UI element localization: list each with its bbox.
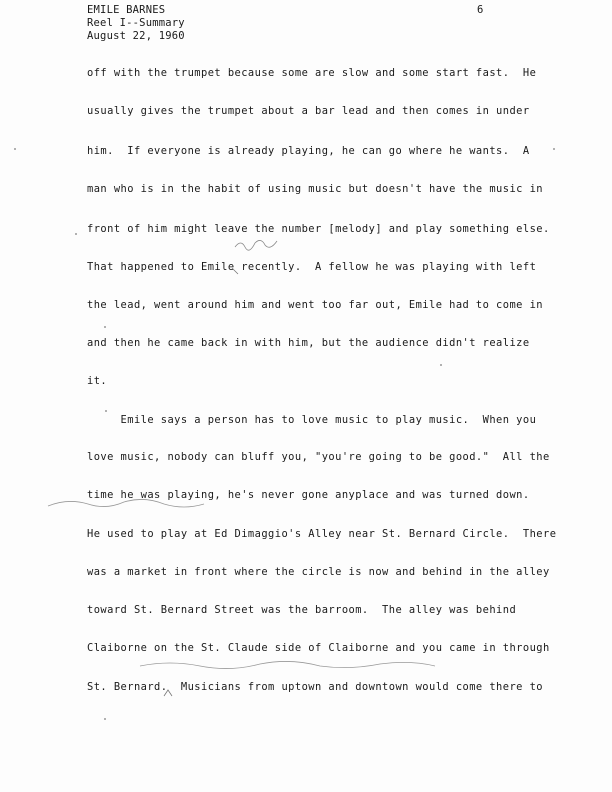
paper-speck <box>553 148 555 150</box>
body-line: man who is in the habit of using music but doesn't have the music in <box>87 183 543 195</box>
paper-speck <box>104 326 106 328</box>
body-line: him. If everyone is already playing, he can go where he wants. A <box>87 145 530 157</box>
paper-speck <box>14 148 16 150</box>
body-line: That happened to Emile recently. A fellow he was playing with left <box>87 261 537 273</box>
body-line: front of him might leave the number [melody] and play something else. <box>87 223 550 235</box>
paper-speck <box>440 364 442 366</box>
header-name: EMILE BARNES <box>87 4 166 16</box>
body-line: Emile says a person has to love music to play music. When you <box>87 414 537 426</box>
paper-speck <box>75 233 77 235</box>
body-line: Claiborne on the St. Claude side of Claiborne and you came in through <box>87 642 550 654</box>
body-line: it. <box>87 375 108 387</box>
body-line: St. Bernard. Musicians from uptown and downtown would come there to <box>87 681 543 693</box>
header-date: August 22, 1960 <box>87 30 185 42</box>
body-line: was a market in front where the circle is now and behind in the alley <box>87 566 550 578</box>
page-number: 6 <box>477 4 484 16</box>
body-line: toward St. Bernard Street was the barroom. The alley was behind <box>87 604 517 616</box>
body-line: off with the trumpet because some are slow and some start fast. He <box>87 67 537 79</box>
body-line: usually gives the trumpet about a bar lead and then comes in under <box>87 105 530 117</box>
paper-speck <box>105 410 107 412</box>
header-reel: Reel I--Summary <box>87 17 185 29</box>
body-line: love music, nobody can bluff you, "you're going to be good." All the <box>87 451 550 463</box>
paper-speck <box>104 718 106 720</box>
body-line: time he was playing, he's never gone anyplace and was turned down. <box>87 489 530 501</box>
body-line: and then he came back in with him, but the audience didn't realize <box>87 337 530 349</box>
body-line: the lead, went around him and went too far out, Emile had to come in <box>87 299 543 311</box>
body-line: He used to play at Ed Dimaggio's Alley near St. Bernard Circle. There <box>87 528 557 540</box>
